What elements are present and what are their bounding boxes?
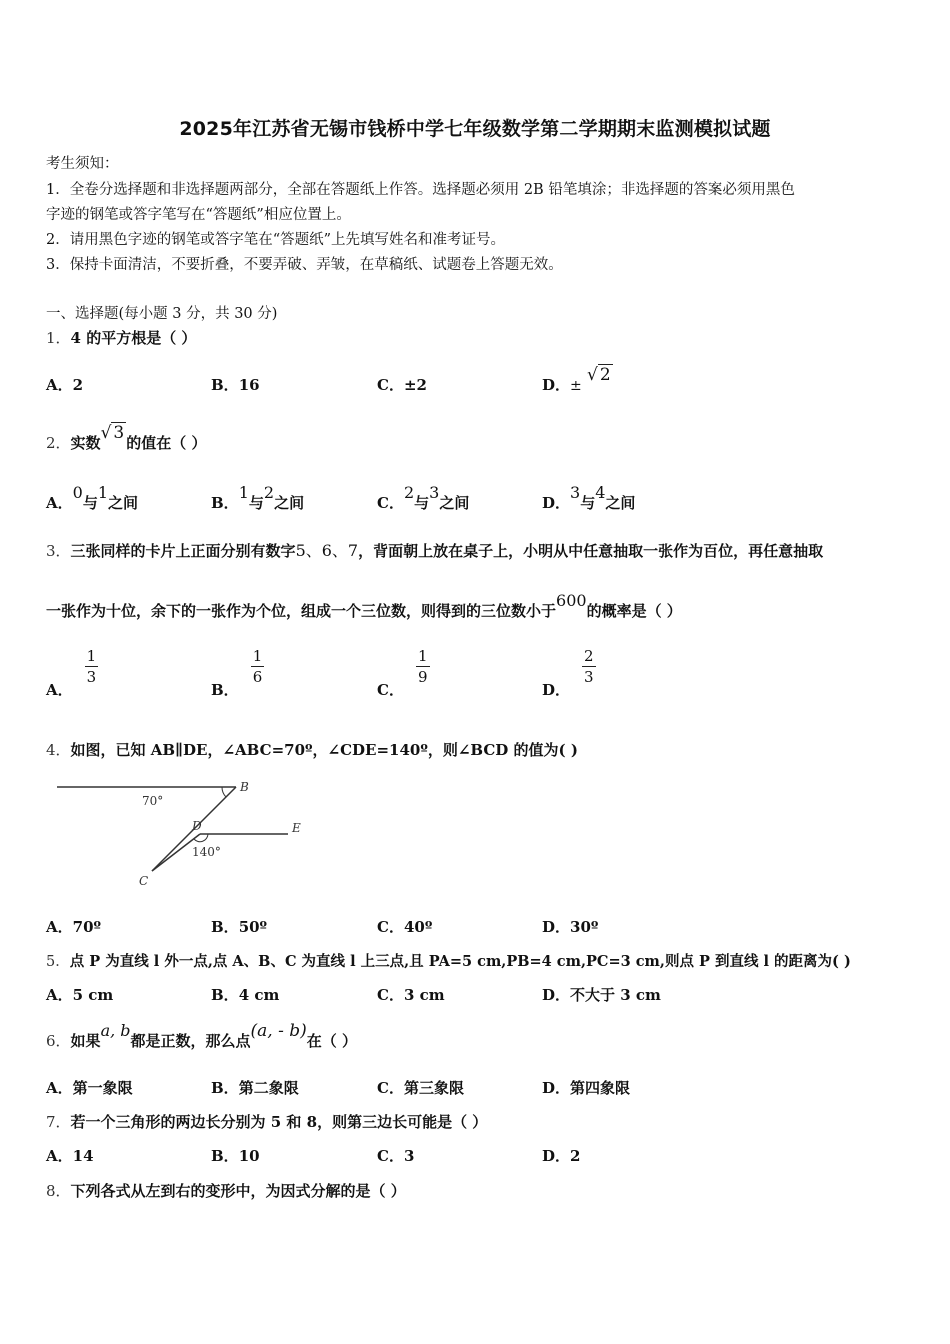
fraction: $\frac{1}{3}$ — [86, 647, 97, 686]
q2-option-d[interactable]: D．3与4之间 — [542, 483, 636, 512]
q2-option-c[interactable]: C．2与3之间 — [377, 483, 470, 512]
label-d: D — [192, 819, 202, 833]
question-text: 如图，已知 AB∥DE，∠ABC=70º，∠CDE=140º，则∠BCD 的值为( ) — [70, 741, 578, 759]
question-7 — [46, 1111, 487, 1132]
option-text: ± — [570, 378, 582, 394]
fraction: $\frac{1}{9}$ — [417, 647, 428, 686]
page-title: 2025年江苏省无锡市钱桥中学七年级数学第二学期期末监测模拟试题 — [179, 118, 771, 140]
option-label: D． — [542, 376, 571, 394]
q3-option-c[interactable]: C． $\frac{1}{9}$ — [377, 647, 428, 699]
q7-option-a[interactable]: A．14 — [46, 1147, 94, 1165]
digits: 5、6、7 — [295, 541, 359, 560]
question-number: 4． — [46, 741, 71, 759]
q4-option-a[interactable]: A．70º — [46, 918, 102, 936]
q6-option-d[interactable]: D．第四象限 — [542, 1079, 631, 1097]
question-3: 3．三张同样的卡片上正面分别有数字5、6、7，背面朝上放在桌子上，小明从中任意抽取一张作为百位，再任意抽取 — [46, 541, 824, 560]
section-heading: 一、选择题(每小题 3 分，共 30 分) — [46, 306, 278, 322]
q1-option-b[interactable] — [211, 374, 260, 395]
q6-option-b[interactable]: B．第二象限 — [211, 1079, 299, 1097]
q6-option-a[interactable]: A．第一象限 — [46, 1079, 133, 1097]
question-number: 7． — [46, 1113, 71, 1131]
q5-option-d[interactable]: D．不大于 3 cm — [542, 986, 661, 1004]
question-3-cont: 一张作为十位，余下的一张作为个位，组成一个三位数，则得到的三位数小于600的概率是（ ） — [46, 591, 682, 620]
angle-label-70: 70° — [142, 794, 164, 808]
q5-option-a[interactable]: A．5 cm — [46, 986, 114, 1004]
notice-item-3: 3．保持卡面清洁，不要折叠，不要弄破、弄皱，在草稿纸、试题卷上答题无效。 — [46, 257, 563, 273]
option-label: C． — [377, 376, 404, 394]
q4-option-c[interactable]: C．40º — [377, 918, 433, 936]
option-text: 16 — [238, 376, 260, 394]
angle-arc-b — [222, 787, 226, 797]
q7-option-b[interactable]: B．10 — [211, 1147, 260, 1165]
q5-option-c[interactable]: C．3 cm — [377, 986, 445, 1004]
option-text: 2 — [72, 376, 84, 394]
q2-option-a[interactable]: A．0与1之间 — [46, 483, 139, 512]
question-4 — [46, 739, 578, 760]
sqrt-3: √ 3 — [100, 423, 125, 443]
q3-option-b[interactable]: B． $\frac{1}{6}$ — [211, 647, 263, 699]
geometry-figure — [50, 775, 320, 890]
question-text: 实数 — [70, 434, 101, 452]
point: (a, - b) — [250, 1021, 307, 1041]
q1-option-d[interactable] — [542, 365, 613, 395]
question-number: 6． — [46, 1032, 71, 1050]
notice-item-2: 2．请用黑色字迹的钢笔或答字笔在“答题纸”上先填写姓名和准考证号。 — [46, 232, 506, 248]
q5-option-b[interactable]: B．4 cm — [211, 986, 280, 1004]
question-number: 2． — [46, 434, 71, 452]
q2-option-b[interactable]: B．1与2之间 — [211, 483, 305, 512]
question-text: 4 的平方根是（ ） — [70, 329, 197, 347]
option-text: ±2 — [403, 376, 427, 394]
question-text: 点 P 为直线 l 外一点,点 A、B、C 为直线 l 上三点,且 PA=5 cm,PB=4 cm,PC=3 cm,则点 P 到直线 l 的距离为( ) — [69, 953, 851, 970]
question-5 — [46, 950, 851, 971]
q6-option-c[interactable]: C．第三象限 — [377, 1079, 464, 1097]
option-label: A． — [46, 376, 73, 394]
q3-option-d[interactable]: D． $\frac{2}{3}$ — [542, 647, 594, 699]
q4-option-d[interactable]: D．30º — [542, 918, 599, 936]
notice-item-1-cont: 字迹的钢笔或答字笔写在“答题纸”相应位置上。 — [46, 207, 351, 223]
angle-label-140: 140° — [192, 845, 221, 859]
sqrt-2: √ 2 — [586, 365, 611, 385]
question-text: 若一个三角形的两边长分别为 5 和 8，则第三边长可能是（ ） — [70, 1113, 488, 1131]
variables: a, b — [100, 1021, 131, 1040]
q7-option-d[interactable]: D．2 — [542, 1147, 581, 1165]
q1-option-c[interactable] — [377, 374, 427, 395]
q3-option-a[interactable]: A． $\frac{1}{3}$ — [46, 647, 97, 699]
question-1 — [46, 327, 196, 348]
q1-option-a[interactable] — [46, 374, 83, 395]
question-2: 2．实数√ 3 的值在（ ） — [46, 423, 207, 452]
fraction: $\frac{1}{6}$ — [252, 647, 263, 686]
option-label: B． — [211, 376, 239, 394]
question-6: 6．如果a, b都是正数，那么点(a, - b)在（ ） — [46, 1021, 358, 1050]
notice-item-1: 1．全卷分选择题和非选择题两部分，全部在答题纸上作答。选择题必须用 2B 铅笔填涂；非选择题的答案必须用黑色 — [46, 182, 795, 198]
q4-option-b[interactable]: B．50º — [211, 918, 268, 936]
q7-option-c[interactable]: C．3 — [377, 1147, 415, 1165]
fraction: $\frac{2}{3}$ — [584, 647, 594, 686]
label-b: B — [240, 780, 249, 794]
notice-heading: 考生须知： — [46, 156, 119, 172]
question-number: 5． — [46, 954, 70, 970]
question-8 — [46, 1180, 406, 1201]
question-number: 8． — [46, 1182, 71, 1200]
label-c: C — [139, 874, 149, 888]
limit-value: 600 — [556, 591, 587, 610]
label-e: E — [292, 821, 301, 835]
question-text: 下列各式从左到右的变形中，为因式分解的是（ ） — [70, 1182, 406, 1200]
question-number: 1． — [46, 329, 71, 347]
question-number: 3． — [46, 542, 71, 560]
